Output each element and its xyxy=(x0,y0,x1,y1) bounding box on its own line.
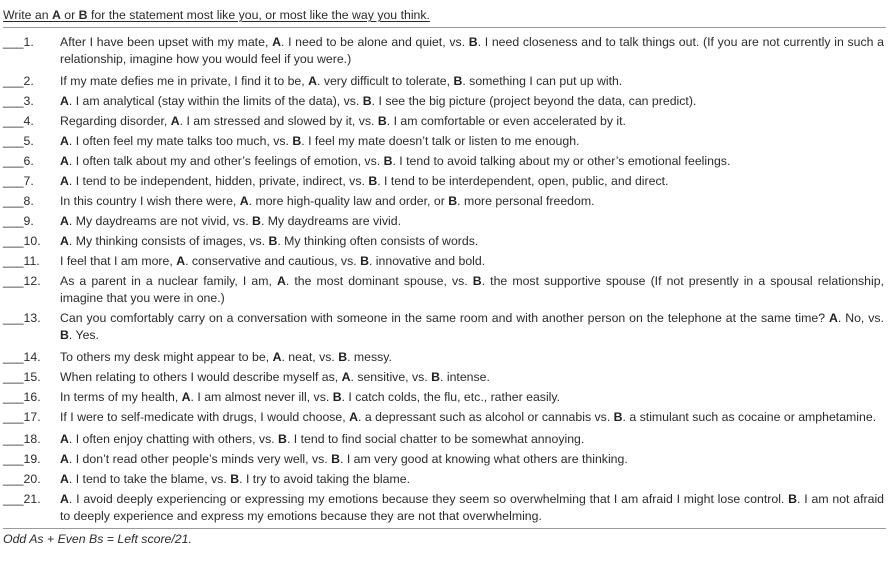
question-text xyxy=(60,387,886,407)
answer-blank-number: ___8. xyxy=(3,194,34,208)
question-row xyxy=(3,469,886,489)
option-letter: A xyxy=(176,254,186,268)
question-text-segment: . I am almost never ill, vs. xyxy=(190,390,333,404)
question-text-segment: . I am comfortable or even accelerated by it. xyxy=(386,114,626,128)
option-letter: B xyxy=(230,472,240,486)
option-letter: A xyxy=(60,472,69,486)
question-text-segment: . a stimulant such as cocaine or amphetamine. xyxy=(622,410,877,424)
question-text xyxy=(60,231,886,251)
option-letter: A xyxy=(60,492,69,506)
question-text-segment: . My thinking often consists of words. xyxy=(277,234,479,248)
question-text-segment: . No, vs. xyxy=(837,311,884,325)
question-row xyxy=(3,367,886,387)
question-text-segment: . something I can put up with. xyxy=(462,74,623,88)
option-letter: A xyxy=(60,94,69,108)
option-letter: B xyxy=(472,274,482,288)
question-text xyxy=(60,34,886,68)
option-letter: B xyxy=(60,328,69,342)
question-text-segment: . I don’t read other people’s minds very well, vs. xyxy=(68,452,332,466)
instruction-mid: or xyxy=(60,8,79,22)
option-letter: A xyxy=(349,410,358,424)
question-text xyxy=(60,491,886,525)
question-text-segment: . a depressant such as alcohol or cannabis vs. xyxy=(358,410,614,424)
question-row xyxy=(3,251,886,271)
question-list xyxy=(3,28,886,525)
question-text-segment: . I catch colds, the flu, etc., rather easily. xyxy=(341,390,561,404)
question-text-segment: If my mate defies me in private, I find it to be, xyxy=(60,74,309,88)
answer-blank-number: ___6. xyxy=(3,154,34,168)
answer-blank-number: ___4. xyxy=(3,114,34,128)
question-text xyxy=(60,131,886,151)
question-row xyxy=(3,347,886,367)
question-text xyxy=(60,310,886,344)
question-text-segment: . conservative and cautious, vs. xyxy=(185,254,361,268)
answer-blank-number: ___12. xyxy=(3,274,41,288)
option-letter: A xyxy=(60,214,69,228)
question-text-segment: . I tend to be independent, hidden, private, indirect, vs. xyxy=(68,174,369,188)
question-row xyxy=(3,429,886,449)
answer-blank-number: ___21. xyxy=(3,492,41,506)
question-text-segment: As a parent in a nuclear family, I am, xyxy=(60,274,277,288)
question-text-segment: . Yes. xyxy=(68,328,99,342)
question-text-segment: . My thinking consists of images, vs. xyxy=(68,234,269,248)
question-row xyxy=(3,231,886,251)
question-row xyxy=(3,211,886,231)
answer-blank-number: ___20. xyxy=(3,472,41,486)
option-letter: A xyxy=(341,370,351,384)
answer-blank-number: ___16. xyxy=(3,390,41,404)
instruction-after: for the statement most like you, or most like the way you think. xyxy=(87,8,430,22)
option-letter: A xyxy=(60,174,69,188)
option-letter: B xyxy=(383,154,393,168)
option-letter: B xyxy=(448,194,458,208)
option-letter: B xyxy=(338,350,348,364)
answer-blank-number: ___10. xyxy=(3,234,41,248)
question-row xyxy=(3,491,886,525)
option-letter: A xyxy=(181,390,191,404)
question-row xyxy=(3,111,886,131)
answer-blank-number: ___2. xyxy=(3,74,34,88)
question-text xyxy=(60,91,886,111)
question-text-segment: In this country I wish there were, xyxy=(60,194,240,208)
instruction-line xyxy=(3,0,886,23)
question-row xyxy=(3,71,886,91)
question-text-segment: . I need to be alone and quiet, vs. xyxy=(280,35,469,49)
question-text xyxy=(60,171,886,191)
instruction-option-b: B xyxy=(78,8,88,22)
question-text-segment: . I am stressed and slowed by it, vs. xyxy=(179,114,378,128)
question-row xyxy=(3,273,886,307)
question-text-segment: . I often feel my mate talks too much, vs. xyxy=(68,134,293,148)
question-text-segment: . neat, vs. xyxy=(281,350,339,364)
option-letter: B xyxy=(278,432,287,446)
question-text-segment: . I tend to avoid talking about my or other’s emotional feelings. xyxy=(392,154,731,168)
question-text xyxy=(60,429,886,449)
question-text-segment: If I were to self-medicate with drugs, I would choose, xyxy=(60,410,350,424)
instruction-option-a: A xyxy=(51,8,61,22)
question-text-segment: . I tend to take the blame, vs. xyxy=(68,472,231,486)
answer-blank-number: ___7. xyxy=(3,174,34,188)
question-text-segment: . I tend to find social chatter to be somewhat annoying. xyxy=(286,432,585,446)
question-text-segment: . I often enjoy chatting with others, vs. xyxy=(68,432,279,446)
question-row xyxy=(3,387,886,407)
question-text-segment: . I see the big picture (project beyond the data, can predict). xyxy=(371,94,697,108)
question-text-segment: . I often talk about my and other’s feelings of emotion, vs. xyxy=(68,154,384,168)
question-text xyxy=(60,151,886,171)
question-row xyxy=(3,449,886,469)
option-letter: A xyxy=(60,134,69,148)
question-text-segment: . intense. xyxy=(440,370,490,384)
question-text xyxy=(60,469,886,489)
option-letter: B xyxy=(252,214,261,228)
question-text-segment: After I have been upset with my mate, xyxy=(60,35,273,49)
question-row xyxy=(3,151,886,171)
answer-blank-number: ___17. xyxy=(3,410,41,424)
instruction-before: Write an xyxy=(3,8,52,22)
option-letter: A xyxy=(272,350,282,364)
question-text xyxy=(60,251,886,271)
answer-blank-number: ___3. xyxy=(3,94,34,108)
question-text xyxy=(60,449,886,469)
question-text-segment: When relating to others I would describe myself as, xyxy=(60,370,342,384)
question-text xyxy=(60,71,886,91)
question-text-segment: . I avoid deeply experiencing or expressing my emotions because they seem so overwhelming that I am afraid I might lose control. xyxy=(68,492,789,506)
question-text xyxy=(60,409,886,426)
option-letter: B xyxy=(360,254,369,268)
question-row xyxy=(3,171,886,191)
question-text-segment: . I am analytical (stay within the limits of the data), vs. xyxy=(68,94,363,108)
option-letter: B xyxy=(377,114,387,128)
question-row xyxy=(3,409,886,426)
answer-blank-number: ___19. xyxy=(3,452,41,466)
question-text-segment: . I need closeness and to talk things out. (If you are not currently in such a relationship, imagine how you would feel if you were.) xyxy=(60,35,884,66)
question-text xyxy=(60,273,886,307)
answer-blank-number: ___13. xyxy=(3,311,41,325)
option-letter: A xyxy=(276,274,286,288)
option-letter: B xyxy=(362,94,372,108)
option-letter: A xyxy=(60,432,69,446)
option-letter: B xyxy=(453,74,463,88)
option-letter: B xyxy=(788,492,798,506)
question-text-segment: . the most dominant spouse, vs. xyxy=(285,274,473,288)
question-text-segment: . more personal freedom. xyxy=(457,194,595,208)
question-text-segment: . My daydreams are vivid. xyxy=(260,214,402,228)
question-text-segment: . very difficult to tolerate, xyxy=(316,74,454,88)
question-text-segment: . innovative and bold. xyxy=(368,254,486,268)
question-text-segment: . My daydreams are not vivid, vs. xyxy=(68,214,253,228)
answer-blank-number: ___14. xyxy=(3,350,41,364)
question-text-segment: . messy. xyxy=(347,350,392,364)
option-letter: B xyxy=(292,134,302,148)
question-text-segment: . I tend to be interdependent, open, public, and direct. xyxy=(377,174,669,188)
question-text xyxy=(60,347,886,367)
option-letter: A xyxy=(272,35,281,49)
question-text xyxy=(60,191,886,211)
option-letter: B xyxy=(332,390,342,404)
question-text-segment: . I try to avoid taking the blame. xyxy=(239,472,410,486)
question-text-segment: In terms of my health, xyxy=(60,390,182,404)
question-text-segment: . sensitive, vs. xyxy=(350,370,432,384)
answer-blank-number: ___11. xyxy=(3,254,40,268)
question-text-segment: Regarding disorder, xyxy=(60,114,171,128)
scoring-footnote: Odd As + Even Bs = Left score/21. xyxy=(3,532,192,546)
question-text-segment: . I am very good at knowing what others are thinking. xyxy=(340,452,628,466)
question-text-segment: . I am not afraid to deeply experience and express my emotions because they are not that overwhelming. xyxy=(60,492,885,523)
question-row xyxy=(3,310,886,344)
question-text xyxy=(60,211,886,231)
option-letter: B xyxy=(368,174,378,188)
option-letter: A xyxy=(170,114,180,128)
option-letter: A xyxy=(60,234,69,248)
question-row xyxy=(3,131,886,151)
option-letter: A xyxy=(60,154,69,168)
answer-blank-number: ___18. xyxy=(3,432,41,446)
question-row xyxy=(3,191,886,211)
answer-blank-number: ___5. xyxy=(3,134,34,148)
question-text-segment: Can you comfortably carry on a conversation with someone in the same room and with another person on the telephone at the same time? xyxy=(60,311,829,325)
question-text-segment: . I feel my mate doesn’t talk or listen to me enough. xyxy=(301,134,580,148)
question-text-segment: . the most supportive spouse (If not presently in a spousal relationship, imagine that you were in one.) xyxy=(60,274,885,305)
option-letter: B xyxy=(468,35,478,49)
answer-blank-number: ___1. xyxy=(3,35,34,49)
answer-blank-number: ___9. xyxy=(3,214,34,228)
question-text-segment: To others my desk might appear to be, xyxy=(60,350,273,364)
question-text-segment: I feel that I am more, xyxy=(60,254,177,268)
question-row xyxy=(3,91,886,111)
option-letter: B xyxy=(613,410,623,424)
question-text xyxy=(60,367,886,387)
question-text xyxy=(60,111,886,131)
question-text-segment: . more high-quality law and order, or xyxy=(248,194,449,208)
option-letter: A xyxy=(60,452,69,466)
option-letter: A xyxy=(239,194,249,208)
answer-blank-number: ___15. xyxy=(3,370,41,384)
option-letter: A xyxy=(828,311,838,325)
option-letter: B xyxy=(268,234,278,248)
option-letter: B xyxy=(331,452,341,466)
option-letter: A xyxy=(308,74,317,88)
option-letter: B xyxy=(431,370,441,384)
question-row xyxy=(3,34,886,68)
